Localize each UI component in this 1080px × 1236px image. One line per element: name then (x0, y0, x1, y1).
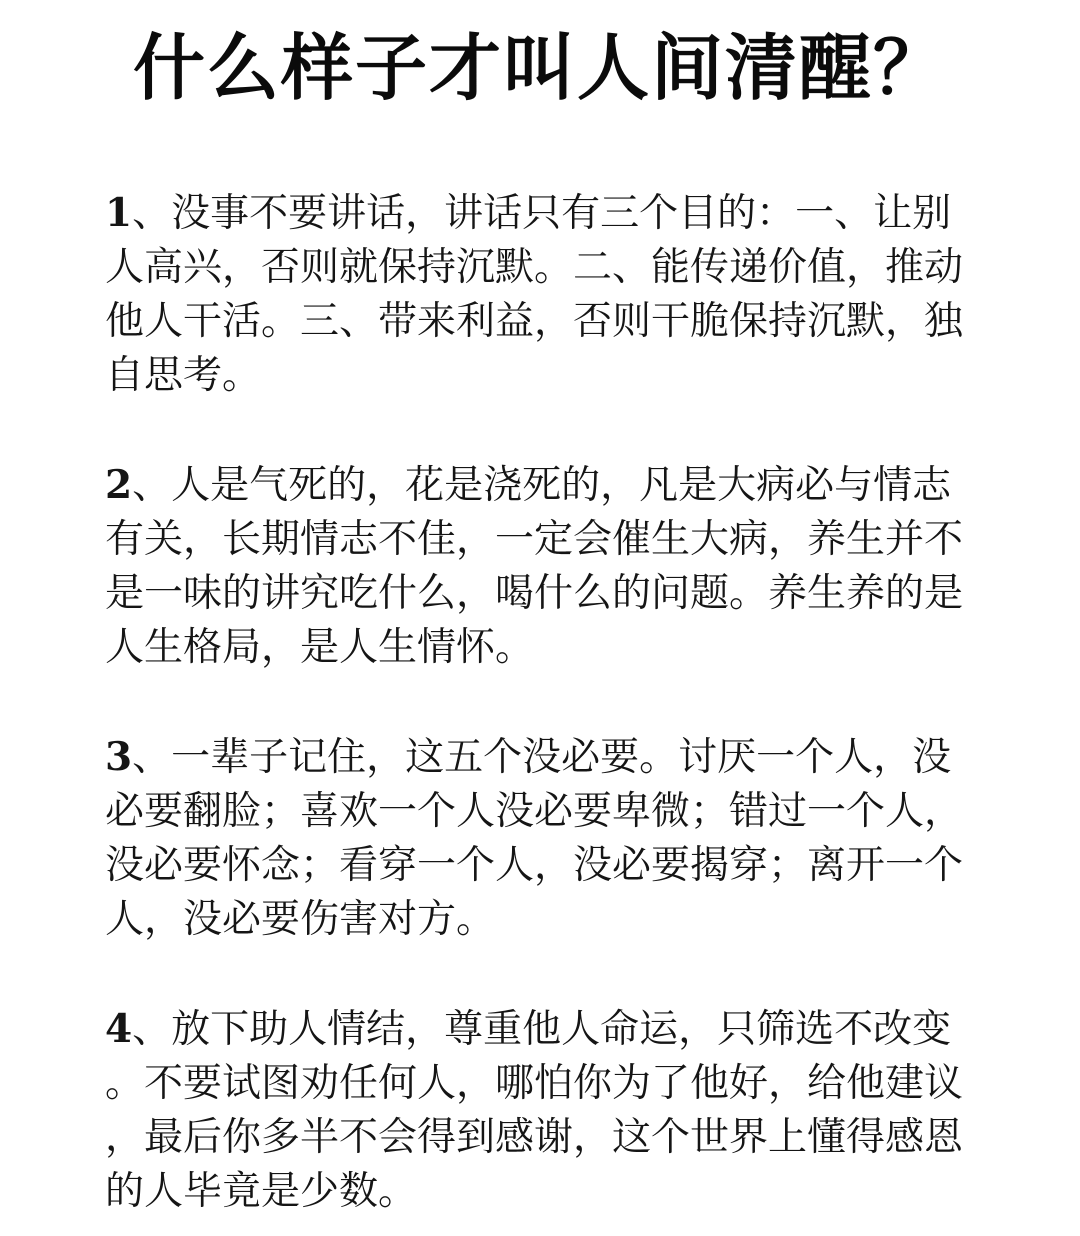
item-number: 3 (105, 734, 133, 780)
paragraph-line: 自思考。 (105, 353, 262, 398)
line-text: 、人是气死的，花是浇死的，凡是大病必与情志 (132, 463, 952, 508)
paragraph-4 (105, 1002, 1005, 1219)
paragraph-line: 人生格局，是人生情怀。 (105, 625, 535, 670)
paragraph-line (105, 458, 1005, 513)
line-text: 、没事不要讲话，讲话只有三个目的：一、让别 (132, 191, 952, 236)
paragraph-line: 有关，长期情志不佳，一定会催生大病，养生并不 (105, 517, 964, 562)
page-title: 什么样子才叫人间清醒？ (132, 26, 947, 110)
item-number: 1 (105, 190, 133, 236)
paragraph-line: ，最后你多半不会得到感谢，这个世界上懂得感恩 (105, 1115, 964, 1160)
item-number: 2 (105, 462, 133, 508)
paragraph-line: 人，没必要伤害对方。 (105, 897, 496, 942)
paragraph-1 (105, 186, 1005, 403)
paragraph-line: 是一味的讲究吃什么，喝什么的问题。养生养的是 (105, 571, 964, 616)
paragraph-3 (105, 730, 1005, 947)
paragraph-line (105, 730, 1005, 785)
paragraph-line: 人高兴，否则就保持沉默。二、能传递价值，推动 (105, 245, 964, 290)
paragraph-line: 没必要怀念；看穿一个人，没必要揭穿；离开一个 (105, 843, 964, 888)
paragraph-line (105, 186, 1005, 241)
line-text: 、放下助人情结，尊重他人命运，只筛选不改变 (132, 1007, 952, 1052)
item-number: 4 (105, 1006, 133, 1052)
paragraph-line: 必要翻脸；喜欢一个人没必要卑微；错过一个人， (105, 789, 964, 834)
paragraph-line: 他人干活。三、带来利益，否则干脆保持沉默，独 (105, 299, 964, 344)
paragraph-line: 的人毕竟是少数。 (105, 1169, 418, 1214)
paragraph-2 (105, 458, 1005, 675)
line-text: 、一辈子记住，这五个没必要。讨厌一个人，没 (132, 735, 952, 780)
paragraph-line: 。不要试图劝任何人，哪怕你为了他好，给他建议 (105, 1061, 964, 1106)
paragraph-line (105, 1002, 1005, 1057)
